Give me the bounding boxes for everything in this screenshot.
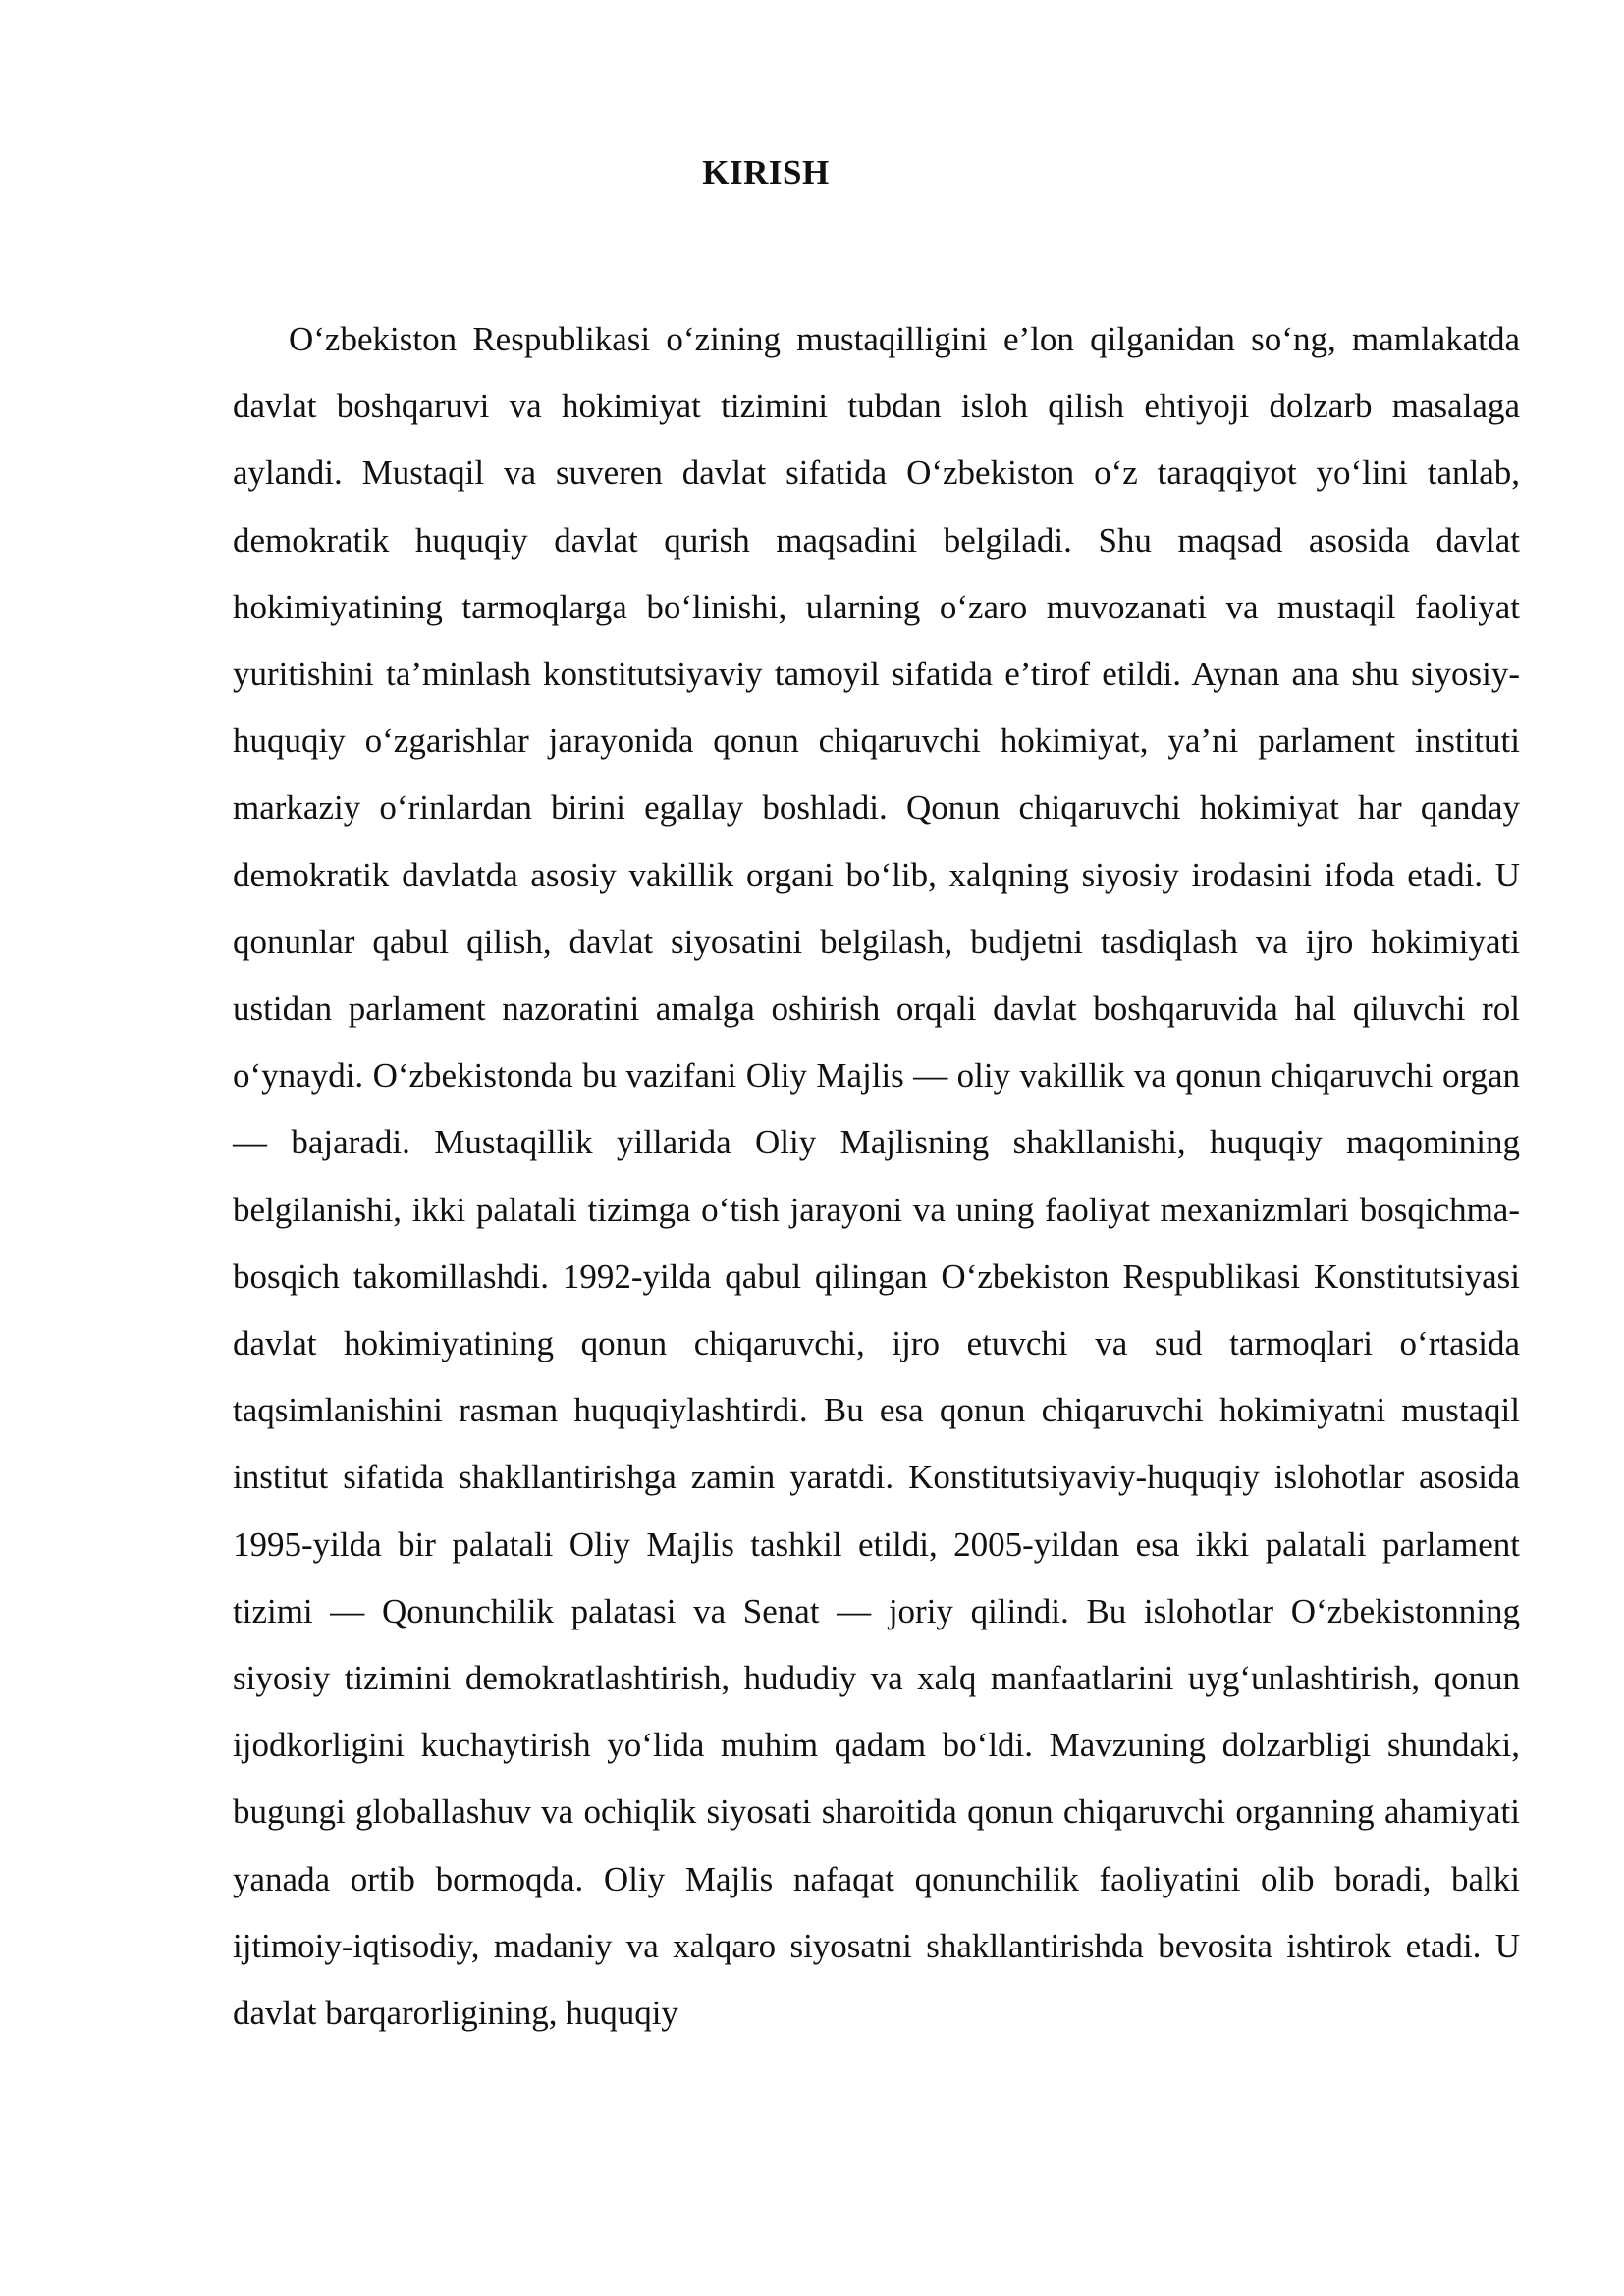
- section-title: KIRISH: [702, 153, 830, 191]
- body-paragraph: O‘zbekiston Respublikasi o‘zining mustaqilligini e’lon qilganidan so‘ng, mamlakatda davlat boshqaruvi va hokimiyat tizimini tubdan isloh qilish ehtiyoji dolzarb masalaga aylandi. Mustaqil va suveren davlat sifatida O‘zbekiston o‘z taraqqiyot yo‘lini tanlab, demokratik huquqiy davlat qurish maqsadini belgiladi. Shu maqsad asosida davlat hokimiyatining tarmoqlarga bo‘linishi, ularning o‘zaro muvozanati va mustaqil faoliyat yuritishini ta’minlash konstitutsiyaviy tamoyil sifatida e’tirof etildi. Aynan ana shu siyosiy-huquqiy o‘zgarishlar jarayonida qonun chiqaruvchi hokimiyat, ya’ni parlament instituti markaziy o‘rinlardan birini egallay boshladi. Qonun chiqaruvchi hokimiyat har qanday demokratik davlatda asosiy vakillik organi bo‘lib, xalqning siyosiy irodasini ifoda etadi. U qonunlar qabul qilish, davlat siyosatini belgilash, budjetni tasdiqlash va ijro hokimiyati ustidan parlament nazoratini amalga oshirish orqali davlat boshqaruvida hal qiluvchi rol o‘ynaydi. O‘zbekistonda bu vazifani Oliy Majlis — oliy vakillik va qonun chiqaruvchi organ — bajaradi. Mustaqillik yillarida Oliy Majlisning shakllanishi, huquqiy maqomining belgilanishi, ikki palatali tizimga o‘tish jarayoni va uning faoliyat mexanizmlari bosqichma-bosqich takomillashdi. 1992-yilda qabul qilingan O‘zbekiston Respublikasi Konstitutsiyasi davlat hokimiyatining qonun chiqaruvchi, ijro etuvchi va sud tarmoqlari o‘rtasida taqsimlanishini rasman huquqiylashtirdi. Bu esa qonun chiqaruvchi hokimiyatni mustaqil institut sifatida shakllantirishga zamin yaratdi. Konstitutsiyaviy-huquqiy islohotlar asosida 1995-yilda bir palatali Oliy Majlis tashkil etildi, 2005-yildan esa ikki palatali parlament tizimi — Qonunchilik palatasi va Senat — joriy qilindi. Bu islohotlar O‘zbekistonning siyosiy tizimini demokratlashtirish, hududiy va xalq manfaatlarini uyg‘unlashtirish, qonun ijodkorligini kuchaytirish yo‘lida muhim qadam bo‘ldi. Mavzuning dolzarbligi shundaki, bugungi globallashuv va ochiqlik siyosati sharoitida qonun chiqaruvchi organning ahamiyati yanada ortib bormoqda. Oliy Majlis nafaqat qonunchilik faoliyatini olib boradi, balki ijtimoiy-iqtisodiy, madaniy va xalqaro siyosatni shakllantirishda bevosita ishtirok etadi. U davlat barqarorligining, huquqiy: [233, 320, 1520, 2033]
